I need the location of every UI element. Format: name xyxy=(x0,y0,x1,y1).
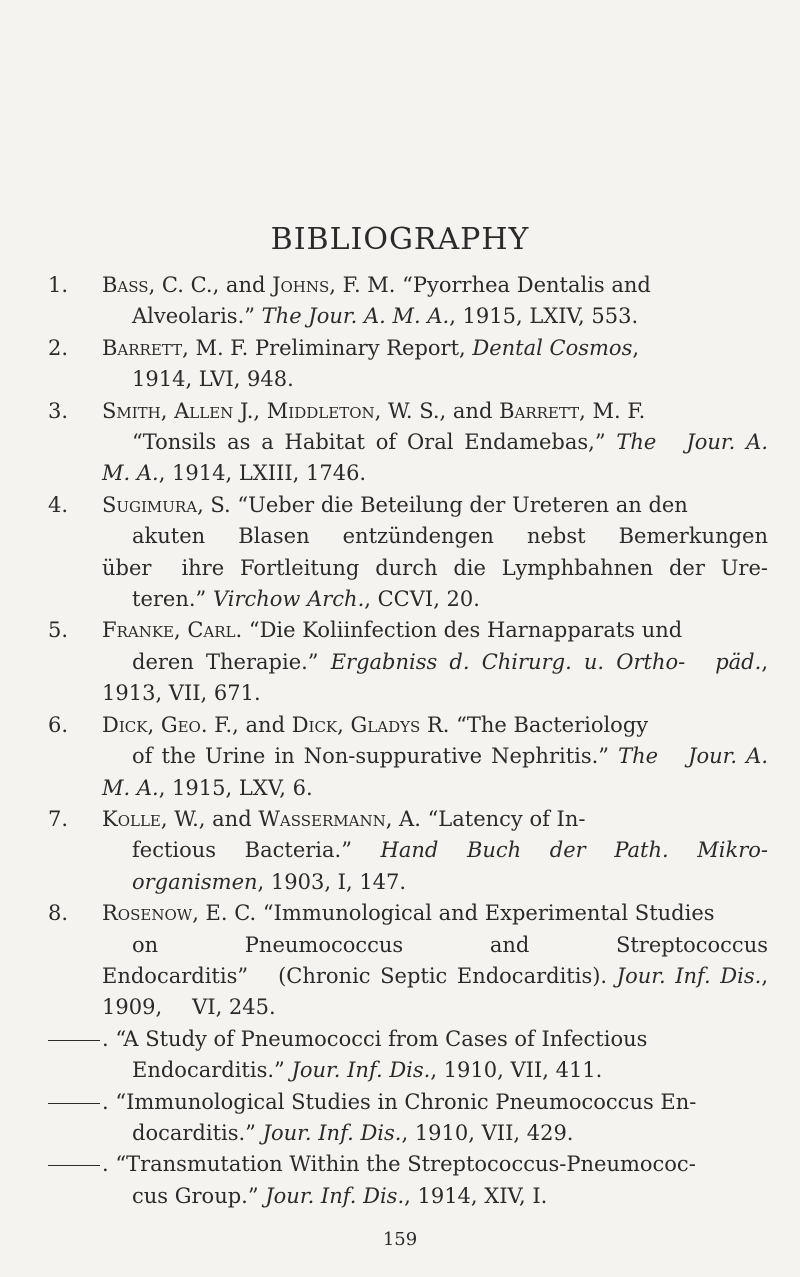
entry-continuation-line xyxy=(102,870,406,894)
bibliography-entry xyxy=(48,1087,768,1150)
entry-text: , CCVI, 20. xyxy=(364,587,480,612)
entry-text: teren.” xyxy=(132,587,213,612)
entry-text: . “Immunological Studies in Chronic Pneumococcus En- xyxy=(102,1089,697,1114)
entry-text: , 1914, LXIII, 1746. xyxy=(158,461,367,486)
author-name: Franke xyxy=(102,618,174,643)
entry-number: 5. xyxy=(48,618,69,643)
entry-text: 1914, LVI, 948. xyxy=(132,367,294,392)
entry-first-line xyxy=(102,1149,768,1180)
author-name: Middleton xyxy=(266,398,375,423)
entry-number: 3. xyxy=(48,398,69,423)
entry-text: , xyxy=(337,712,351,737)
entry-number: 1. xyxy=(48,273,69,297)
entry-text: (Chronic Septic Endocarditis). xyxy=(278,963,617,988)
entry-first-line xyxy=(102,490,768,521)
bibliography-entry xyxy=(48,490,768,616)
author-name: Dick xyxy=(291,712,338,737)
entry-text: , M. F. Preliminary Report, xyxy=(182,335,473,360)
entry-text: . F., and xyxy=(200,712,292,737)
entry-continuation-line xyxy=(102,650,685,674)
author-name: Bass xyxy=(102,273,149,297)
entry-text: , 1915, LXV, 6. xyxy=(158,775,313,800)
entry-continuation-line xyxy=(162,995,276,1019)
entry-continuation-line xyxy=(102,838,768,862)
bibliography-entry xyxy=(48,1024,768,1087)
bibliography-list xyxy=(48,270,768,1212)
entry-text: , 1903, I, 147. xyxy=(257,869,407,894)
entry-number: 8. xyxy=(48,901,69,926)
bibliography-entry xyxy=(48,804,768,898)
entry-text: , 1910, VII, 411. xyxy=(430,1058,603,1083)
journal-title: The xyxy=(616,430,657,455)
entry-first-line xyxy=(102,1024,768,1055)
entry-first-line xyxy=(102,898,768,929)
entry-text: , 1914, XIV, I. xyxy=(404,1183,548,1208)
entry-text: , W., and xyxy=(160,806,259,831)
entry-text: , 1915, LXIV, 553. xyxy=(449,304,639,329)
entry-continuation-line xyxy=(102,1058,602,1082)
author-name: Barrett xyxy=(102,335,183,360)
entry-text: cus Group.” xyxy=(132,1183,266,1208)
entry-first-line xyxy=(102,804,768,835)
entry-text: , C. C., and xyxy=(148,273,273,297)
entry-text: of the Urine in Non-suppurative Nephritis.” xyxy=(132,744,619,769)
entry-text: . “A Study of Pneumococci from Cases of Infectious xyxy=(102,1026,648,1051)
entry-text: , 1910, VII, 429. xyxy=(401,1120,574,1145)
entry-first-line xyxy=(102,710,768,741)
author-name: Johns xyxy=(272,273,330,297)
author-name: Carl xyxy=(187,618,236,643)
bibliography-entry xyxy=(48,898,768,1024)
entry-text: R. “The Bacteriology xyxy=(420,712,649,737)
ditto-dash xyxy=(48,1103,100,1104)
entry-continuation-line xyxy=(102,1121,573,1145)
entry-number: 7. xyxy=(48,806,69,831)
entry-text: Endocarditis.” xyxy=(132,1058,292,1083)
entry-continuation-line xyxy=(102,304,638,328)
journal-title: Dental Cosmos xyxy=(472,335,633,360)
entry-continuation-line xyxy=(102,587,480,611)
entry-text: on Pneumococcus and Streptococcus Endocarditis” xyxy=(102,932,768,988)
entry-first-line xyxy=(102,333,768,364)
entry-text: akuten Blasen entzündengen nebst Bemerkungen über xyxy=(102,524,768,580)
entry-text: , xyxy=(173,618,188,643)
entry-text: “Tonsils as a Habitat of Oral Endamebas,” xyxy=(132,430,617,455)
bibliography-entry xyxy=(48,396,768,490)
author-name: Kolle xyxy=(102,806,161,831)
entry-text: , 1909, xyxy=(102,963,768,1020)
author-name: Dick xyxy=(102,712,148,737)
journal-title: The Jour. A. M. A. xyxy=(261,304,450,329)
entry-continuation-line xyxy=(151,556,768,580)
page-title: BIBLIOGRAPHY xyxy=(270,222,530,257)
entry-text: docarditis.” xyxy=(132,1120,263,1145)
journal-title: Jour. Inf. Dis. xyxy=(291,1058,431,1083)
entry-text: VI, 245. xyxy=(192,995,276,1020)
journal-title: Jour. Inf. Dis. xyxy=(262,1120,402,1145)
page-number: 159 xyxy=(382,1229,418,1250)
entry-text: , F. M. “Pyorrhea Dentalis and xyxy=(329,273,651,297)
entry-text: J., xyxy=(233,398,267,423)
entry-text: , E. C. “Immunological and Experimental Studies xyxy=(192,901,715,926)
journal-title: Jour. A. M. A. xyxy=(102,744,769,800)
bibliography-entry xyxy=(48,615,768,709)
entry-continuation-line xyxy=(102,430,656,454)
journal-title: Ergabniss d. Chirurg. u. Ortho- xyxy=(330,649,686,674)
entry-text: , xyxy=(147,712,161,737)
author-name: Gladys xyxy=(350,712,421,737)
entry-text: , W. S., and xyxy=(374,398,500,423)
entry-text: , xyxy=(632,335,640,360)
entry-continuation-line xyxy=(102,367,294,391)
journal-title: Virchow Arch. xyxy=(212,587,365,612)
entry-text: , xyxy=(160,398,175,423)
entry-first-line xyxy=(102,615,768,646)
entry-text: , 1913, VII, 671. xyxy=(102,649,768,706)
entry-text: ihre Fortleitung durch die Lymphbahnen der Ure- xyxy=(181,555,768,580)
entry-text: fectious Bacteria.” xyxy=(132,838,381,863)
bibliography-entry xyxy=(48,333,768,396)
entry-text: Alveolaris.” xyxy=(132,304,262,329)
author-name: Wassermann xyxy=(258,806,386,831)
ditto-dash xyxy=(48,1040,100,1041)
entry-number: 4. xyxy=(48,492,69,517)
entry-text: , S. “Ueber die Beteilung der Ureteren an den xyxy=(197,492,688,517)
entry-text: , A. “Latency of In- xyxy=(385,806,586,831)
journal-title: Hand Buch der Path. Mikro- xyxy=(380,838,768,863)
author-name: Rosenow xyxy=(102,901,193,926)
author-name: Barrett xyxy=(499,398,580,423)
journal-title: Jour. A. M. A. xyxy=(102,430,768,486)
entry-text: . “Transmutation Within the Streptococcus-Pneumococ- xyxy=(102,1152,696,1177)
entry-continuation-line xyxy=(102,744,658,768)
journal-title: Jour. Inf. Dis. xyxy=(616,963,762,988)
entry-continuation-line xyxy=(102,1184,547,1208)
journal-title: organismen xyxy=(132,869,258,894)
bibliography-entry xyxy=(48,710,768,804)
entry-first-line xyxy=(102,396,768,427)
author-name: Allen xyxy=(174,398,234,423)
journal-title: päd. xyxy=(715,649,762,674)
entry-text: deren Therapie.” xyxy=(132,649,331,674)
entry-first-line xyxy=(102,1087,768,1118)
ditto-dash xyxy=(48,1165,100,1166)
bibliography-entry xyxy=(48,1149,768,1212)
author-name: Smith xyxy=(102,398,161,423)
author-name: Sugimura xyxy=(102,492,198,517)
entry-first-line xyxy=(102,270,768,301)
journal-title: The xyxy=(618,744,659,769)
entry-number: 6. xyxy=(48,712,69,737)
author-name: Geo xyxy=(160,712,201,737)
bibliography-entry xyxy=(48,270,768,333)
entry-text: , M. F. xyxy=(579,398,646,423)
journal-title: Jour. Inf. Dis. xyxy=(265,1183,405,1208)
entry-number: 2. xyxy=(48,335,69,360)
entry-text: . “Die Koliinfection des Harnapparats und xyxy=(235,618,683,643)
